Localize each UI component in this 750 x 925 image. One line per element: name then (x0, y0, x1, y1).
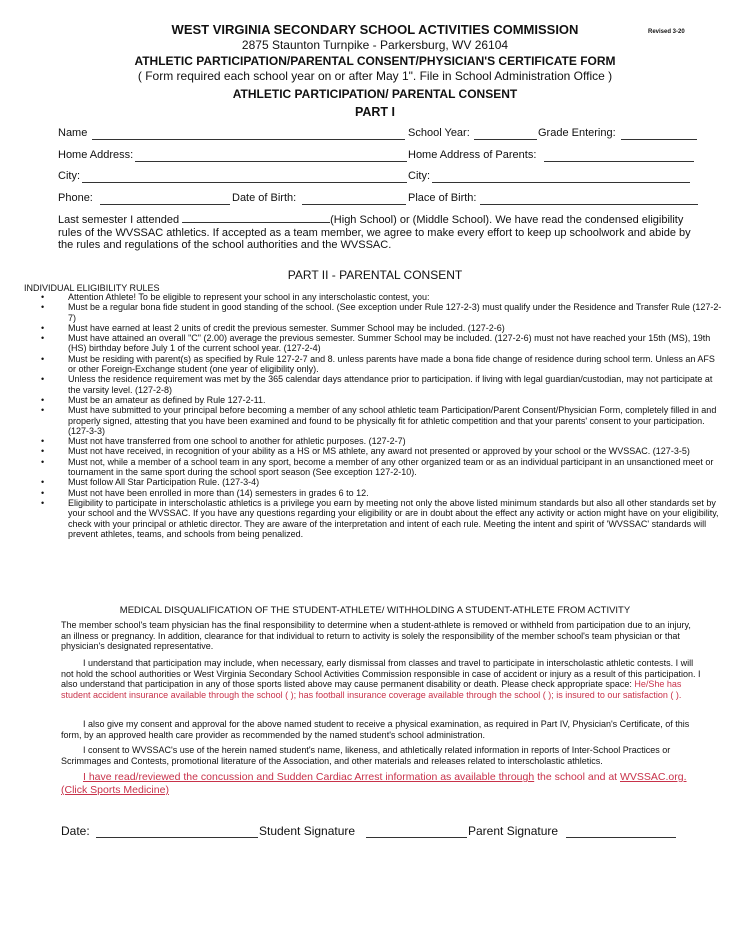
medical-paragraph-1: The member school's team physician has the final responsibility to determine when a student-athlete is removed or withheld from participation due to an injury, an illness or pregnancy. In addition, clearance for that individual to return to activity is solely the responsibility of the member school's team physician or that physician's designated representative. (61, 620, 691, 652)
parents-address-label: Home Address of Parents: (408, 149, 537, 161)
city-field[interactable] (82, 182, 407, 183)
phone-label: Phone: (58, 192, 93, 204)
rule-item: • Must not have transferred from one school to another for athletic purposes. (127-2-7) (41, 436, 406, 447)
rule-item: • Must be residing with parent(s) as specified by Rule 127-2-7 and 8. unless parents have made a bona fide change of residence during school term. Unless an AFS or other Foreign-Exchange student (one year of eligibility only). (41, 353, 715, 375)
phone-field[interactable] (100, 204, 230, 205)
rule-item: • Must have submitted to your principal before becoming a member of any school athletic team Participation/Parent Consent/Physician Form, completely filled in and properly signed, attesting that you have been examined and found to be physically fit for athletic competition and that your parents' consent to your participation. (127-3-3) (41, 405, 717, 436)
concussion-text: I have read/reviewed the concussion and Sudden Cardiac Arrest information as available through (83, 771, 535, 783)
semester-paragraph (58, 213, 698, 252)
org-title: WEST VIRGINIA SECONDARY SCHOOL ACTIVITIES COMMISSION (171, 22, 579, 37)
form-title: ATHLETIC PARTICIPATION/PARENTAL CONSENT/PHYSICIAN'S CERTIFICATE FORM (134, 54, 616, 68)
rule-item: • Must have attained an overall "C" (2.00) average the previous semester. Summer School may be included. (127-2-6) must not have reached your 15th (MS), 19th (HS) birthday before July 1 of the current school year. (127-2-4) (41, 333, 711, 354)
insurance-options[interactable]: He/She has student accident insurance available through the school ( ); has football insurance coverage available through the school ( ); is insured to our satisfaction ( ). (61, 679, 682, 700)
grade-entering-field[interactable] (621, 139, 697, 140)
student-signature-field[interactable] (366, 837, 467, 838)
pob-label: Place of Birth: (408, 192, 477, 204)
medical-paragraph-4: I consent to WVSSAC's use of the herein named student's name, likeness, and athletically related information in reports of Inter-School Practices or Scrimmages and Contests, promotional literature of the Association, and other materials and releases related to interscholastic athletics. (61, 745, 671, 766)
rule-item: • Attention Athlete! To be eligible to represent your school in any interscholastic contest, you: (41, 292, 430, 302)
medical-paragraph-2: I understand that participation may include, when necessary, early dismissal from classes and travel to participate in interscholastic athletic contests. I will not hold the school authorities or West Virginia Secondary School Activities Commission responsible in case of accident or injury as a result of this participation. I also understand that participation in any of those sports listed above may cause permanent disability or death. Please check appropriate space: He/She has student accident insurance available through the school ( ); has football insurance coverage available through the school ( ); is insured to our satisfaction ( ). (61, 658, 701, 700)
part-label: PART I (354, 105, 396, 119)
concussion-statement: I have read/reviewed the concussion and Sudden Cardiac Arrest information as available through the school and at WVSSAC.org. (Click Sports Medicine) (61, 771, 687, 796)
part2-title: PART II - PARENTAL CONSENT (287, 268, 463, 282)
rule-item: • Eligibility to participate in interscholastic athletics is a privilege you earn by meeting not only the above listed minimum standards but also all other standards set by your school and the WVSSAC. If you have any questions regarding your eligibility or are in doubt about the effect any activity or action might have on your eligibility, check with your principal or athletic director. They are aware of the interpretation and intent of each rule. Meeting the intent and spirit of 'WVSSAC' standards will prevent athletes, teams, and schools from being penalized. (41, 497, 719, 539)
parents-address-field[interactable] (544, 161, 694, 162)
name-label: Name (58, 127, 88, 139)
date-label: Date: (61, 824, 90, 838)
grade-entering-label: Grade Entering: (538, 127, 616, 139)
semester-mid: (High School) or (Middle School). (330, 214, 493, 226)
section-title: ATHLETIC PARTICIPATION/ PARENTAL CONSENT (232, 87, 518, 101)
pob-field[interactable] (480, 204, 698, 205)
rule-item: • Must not have received, in recognition of your ability as a HS or MS athlete, any award not presented or approved by your school or the WVSSAC. (127-3-5) (41, 446, 690, 457)
home-address-field[interactable] (135, 161, 407, 162)
org-address: 2875 Staunton Turnpike - Parkersburg, WV 26104 (241, 38, 509, 52)
name-field[interactable] (92, 139, 405, 140)
date-field[interactable] (96, 837, 258, 838)
parents-city-label: City: (408, 170, 430, 182)
rule-item: • Must not have been enrolled in more than (14) semesters in grades 6 to 12. (41, 487, 369, 498)
semester-rest: We have read the condensed eligibility rules of the WVSSAC athletics. If accepted as a team member, we agree to make every effort to keep up schoolwork and abide by the rules and regulations of the school authorities and the WVSSAC. (58, 214, 691, 251)
rules-heading: INDIVIDUAL ELIGIBILITY RULES (24, 283, 160, 293)
parents-city-field[interactable] (432, 182, 690, 183)
wvssac-link[interactable]: WVSSAC.org. (Click Sports Medicine) (61, 771, 687, 796)
school-year-label: School Year: (408, 127, 470, 139)
dob-field[interactable] (302, 204, 406, 205)
student-signature-label: Student Signature (259, 824, 356, 838)
school-year-field[interactable] (474, 139, 537, 140)
parent-signature-label: Parent Signature (468, 824, 559, 838)
medical-paragraph-3: I also give my consent and approval for the above named student to receive a physical examination, as required in Part IV, Physician's Certificate, of this form, by an approved health care provider as recommended by the named student's school administration. (61, 719, 690, 740)
form-note: ( Form required each school year on or after May 1". File in School Administration Office ) (137, 69, 613, 83)
revised-label: Revised 3-20 (648, 29, 685, 35)
rule-item: • Must follow All Star Participation Rule. (127-3-4) (41, 477, 260, 488)
rule-item: • Must be a regular bona fide student in good standing of the school. (See exception under Rule 127-2-3) must qualify under the Residence and Transfer Rule (127-2-7) (41, 302, 722, 323)
city-label: City: (58, 170, 80, 182)
rule-item: • Unless the residence requirement was met by the 365 calendar days attendance prior to participation. if living with legal guardian/custodian, may not participate at the varsity level. (127-2-8) (41, 374, 713, 395)
rule-item: • Must not, while a member of a school team in any sport, become a member of any other organized team or as an individual participant in an unsanctioned meet or tournament in the same sport during the school sport season (See exception 127-2-10). (41, 456, 714, 478)
rule-item: • Must have earned at least 2 units of credit the previous semester. Summer School may be included. (127-2-6) (41, 322, 505, 333)
rule-item: • Must be an amateur as defined by Rule 127-2-11. (41, 394, 266, 405)
dob-label: Date of Birth: (232, 192, 297, 204)
semester-start: Last semester I attended (58, 214, 180, 226)
last-semester-field[interactable] (182, 213, 330, 223)
parent-signature-field[interactable] (566, 837, 676, 838)
eligibility-rules-list (41, 292, 725, 539)
home-address-label: Home Address: (58, 149, 134, 161)
medical-heading: MEDICAL DISQUALIFICATION OF THE STUDENT-ATHLETE/ WITHHOLDING A STUDENT-ATHLETE FROM ACTIVITY (119, 605, 631, 616)
